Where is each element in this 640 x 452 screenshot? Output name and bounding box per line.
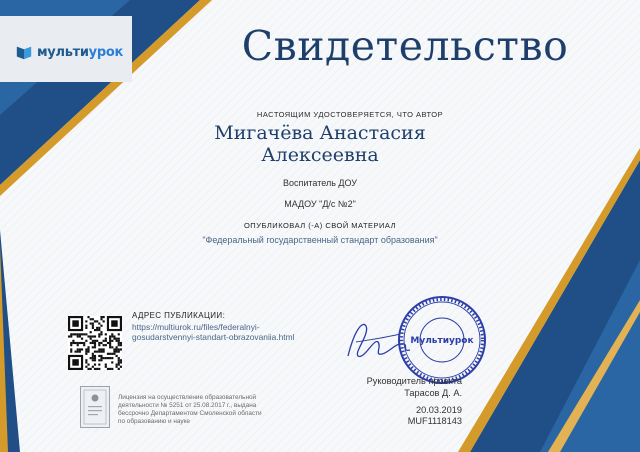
author-organization: МАДОУ "Д/с №2"	[284, 199, 356, 209]
logo-text-part2: урок	[88, 44, 124, 60]
publication-url-line1[interactable]: https://multiurok.ru/files/federalnyi-	[132, 322, 260, 332]
multiurok-logo	[14, 28, 124, 76]
certificate-title: Свидетельство	[241, 22, 569, 70]
license-document-icon	[80, 386, 110, 428]
document-id: MUF1118143	[407, 416, 462, 426]
author-name: Мигачёва Анастасия Алексеевна	[214, 122, 426, 166]
logo-text	[37, 45, 123, 60]
license-text-line3: бессрочно Департаментом Смоленской области	[118, 410, 262, 417]
license-text-line1: Лицензия на осуществление образовательной	[118, 394, 257, 401]
published-statement: ОПУБЛИКОВАЛ (-А) СВОЙ МАТЕРИАЛ	[243, 221, 397, 230]
stamp-text: Мультиурок	[410, 336, 474, 346]
qr-code-icon[interactable]	[68, 316, 122, 370]
signatory-name: Тарасов Д. А.	[404, 388, 462, 398]
author-position: Воспитатель ДОУ	[282, 178, 358, 188]
official-stamp	[396, 294, 488, 386]
logo-book-icon	[15, 43, 33, 61]
license-text-line2: деятельности № 5251 от 25.08.2017 г., выдана	[118, 402, 257, 409]
logo-text-part1: мульти	[36, 44, 89, 60]
publication-url-line2[interactable]: gosudarstvennyi-standart-obrazovaniia.html	[132, 332, 295, 342]
material-title: "Федеральный государственный стандарт образования"	[202, 235, 438, 245]
license-text-line4: по образованию и науке	[118, 418, 190, 425]
signatory-title: Руководитель проекта	[366, 376, 462, 386]
publication-address-label: АДРЕС ПУБЛИКАЦИИ:	[132, 311, 226, 320]
certify-statement: НАСТОЯЩИМ УДОСТОВЕРЯЕТСЯ, ЧТО АВТОР	[256, 110, 444, 119]
issue-date: 20.03.2019	[416, 405, 462, 415]
